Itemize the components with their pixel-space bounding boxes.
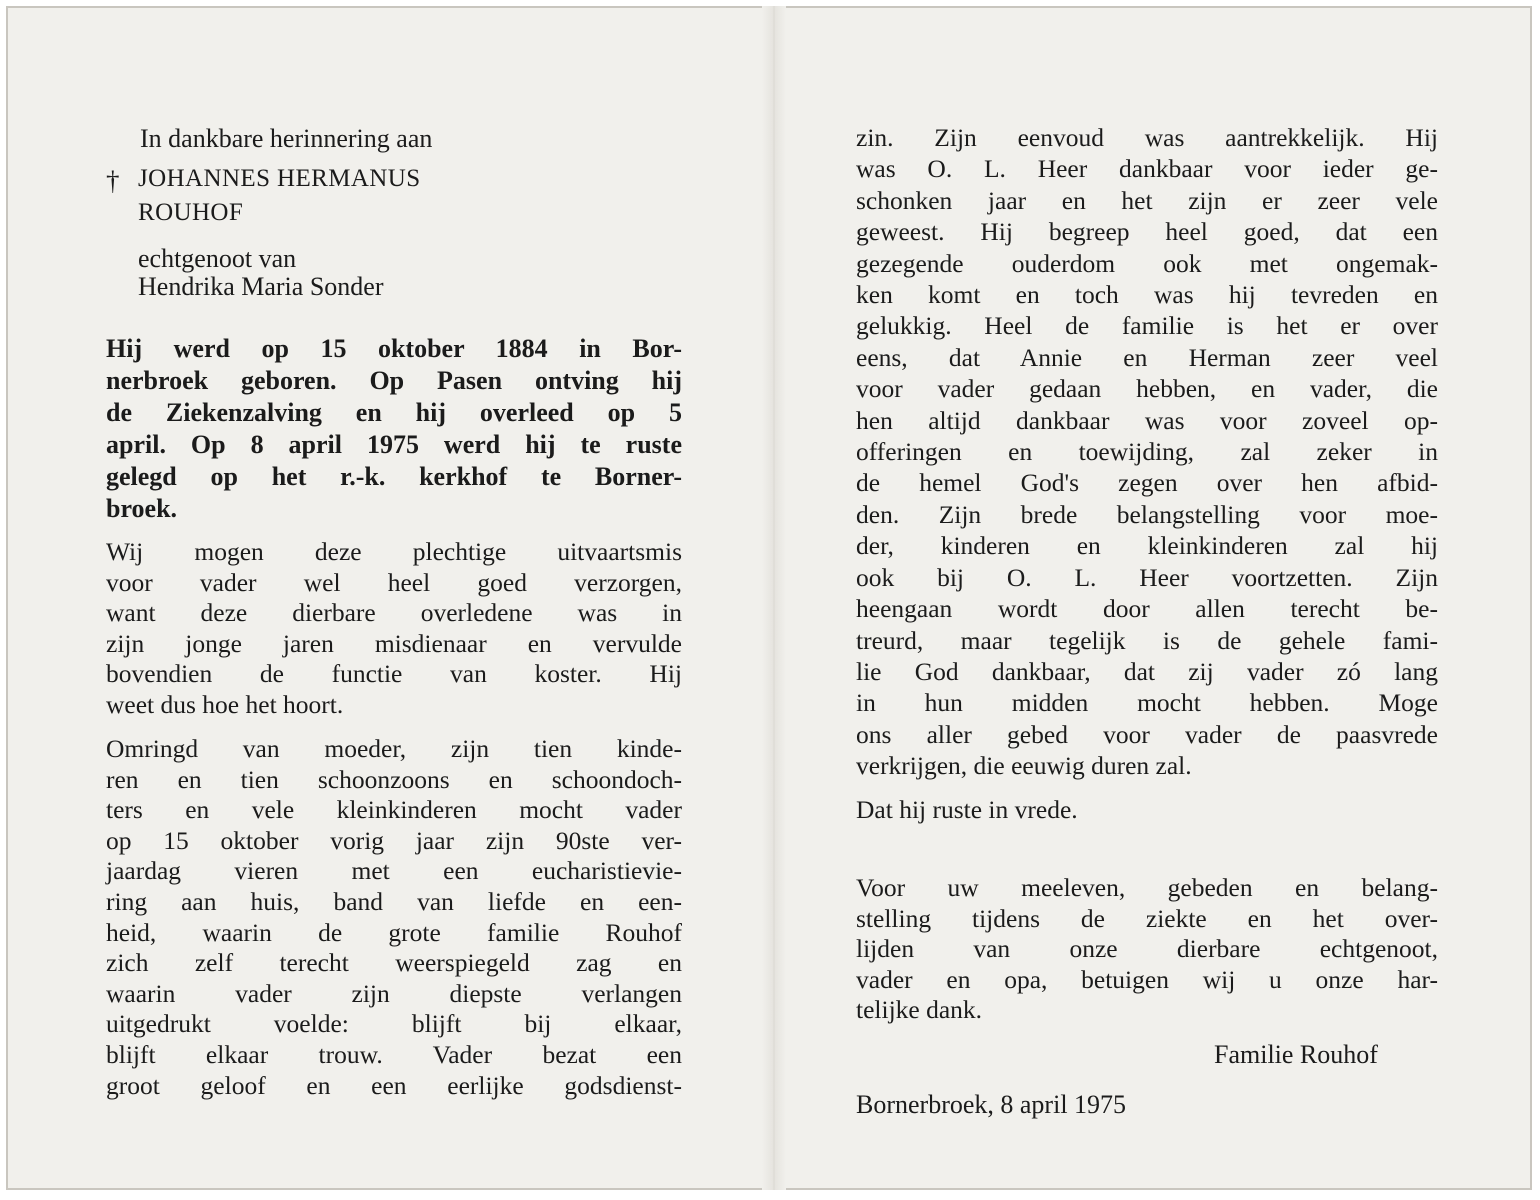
- text-line: de hemel God's zegen over hen afbid-: [856, 468, 1438, 498]
- text-line: uitgedrukt voelde: blijft bij elkaar,: [106, 1009, 682, 1039]
- text-line: groot geloof en een eerlijke godsdienst-: [106, 1070, 682, 1100]
- deceased-name-line2: ROUHOF: [138, 199, 244, 226]
- text-line: lijden van onze dierbare echtgenoot,: [856, 934, 1438, 964]
- text-line: Voor uw meeleven, gebeden en belang-: [856, 873, 1438, 902]
- text-line: ook bij O. L. Heer voortzetten. Zijn: [856, 562, 1438, 592]
- text-line: heengaan wordt door allen terecht be-: [856, 594, 1438, 624]
- text-line: Omringd van moeder, zijn tien kinde-: [106, 734, 682, 763]
- paragraph-faith: [856, 122, 1438, 782]
- rest-in-peace-line: Dat hij ruste in vrede.: [856, 795, 1078, 824]
- text-line: de Ziekenzalving en hij overleed op 5: [106, 398, 682, 427]
- cross-icon: †: [106, 166, 120, 196]
- text-line: Hij werd op 15 oktober 1884 in Bor-: [106, 334, 682, 363]
- text-line: heid, waarin de grote familie Rouhof: [106, 917, 682, 947]
- spouse-label: echtgenoot van: [138, 244, 297, 273]
- card-fold: [762, 6, 786, 1190]
- text-line: zin. Zijn eenvoud was aantrekkelijk. Hij: [856, 123, 1438, 152]
- text-line: eens, dat Annie en Herman zeer veel: [856, 342, 1438, 372]
- text-line: verkrijgen, die eeuwig duren zal.: [856, 751, 1192, 781]
- text-line: jaardag vieren met een eucharistievie-: [106, 856, 682, 886]
- text-line: offeringen en toewijding, zal zeker in: [856, 437, 1438, 467]
- text-line: blijft elkaar trouw. Vader bezat een: [106, 1039, 682, 1069]
- text-line: ons aller gebed voor vader de paasvrede: [856, 719, 1438, 749]
- text-line: bovendien de functie van koster. Hij: [106, 659, 682, 689]
- text-line: voor vader wel heel goed verzorgen,: [106, 567, 682, 597]
- signature: Familie Rouhof: [1214, 1040, 1378, 1069]
- text-line: ring aan huis, band van liefde en een-: [106, 886, 682, 916]
- text-line: schonken jaar en het zijn er zeer vele: [856, 185, 1438, 215]
- text-line: lie God dankbaar, dat zij vader zó lang: [856, 656, 1438, 686]
- text-line: Wij mogen deze plechtige uitvaartsmis: [106, 537, 682, 566]
- paragraph-family: [106, 734, 682, 1101]
- place-date: Bornerbroek, 8 april 1975: [856, 1090, 1127, 1119]
- paragraph-birth-death: [106, 333, 682, 525]
- text-line: stelling tijdens de ziekte en het over-: [856, 903, 1438, 933]
- text-line: nerbroek geboren. Op Pasen ontving hij: [106, 366, 682, 395]
- text-line: was O. L. Heer dankbaar voor ieder ge-: [856, 154, 1438, 184]
- text-line: broek.: [106, 494, 178, 523]
- text-line: gezegende ouderdom ook met ongemak-: [856, 248, 1438, 278]
- text-line: april. Op 8 april 1975 werd hij te ruste: [106, 430, 682, 459]
- text-line: weet dus hoe het hoort.: [106, 689, 344, 719]
- text-line: ren en tien schoonzoons en schoondoch-: [106, 764, 682, 794]
- text-line: gelegd op het r.-k. kerkhof te Borner-: [106, 462, 682, 491]
- deceased-name-line1: JOHANNES HERMANUS: [138, 165, 421, 192]
- text-line: zijn jonge jaren misdienaar en vervulde: [106, 628, 682, 658]
- text-line: waarin vader zijn diepste verlangen: [106, 978, 682, 1008]
- text-line: want deze dierbare overledene was in: [106, 598, 682, 628]
- text-line: op 15 oktober vorig jaar zijn 90ste ver-: [106, 825, 682, 855]
- text-line: telijke dank.: [856, 995, 983, 1025]
- text-line: zich zelf terecht weerspiegeld zag en: [106, 948, 682, 978]
- intro-text: In dankbare herinnering aan: [140, 124, 433, 153]
- text-line: vader en opa, betuigen wij u onze har-: [856, 964, 1438, 994]
- paragraph-thanks: [856, 873, 1438, 1026]
- text-line: in hun midden mocht hebben. Moge: [856, 688, 1438, 718]
- text-line: geweest. Hij begreep heel goed, dat een: [856, 217, 1438, 247]
- text-line: voor vader gedaan hebben, en vader, die: [856, 374, 1438, 404]
- text-line: treurd, maar tegelijk is de gehele fami-: [856, 625, 1438, 655]
- text-line: der, kinderen en kleinkinderen zal hij: [856, 531, 1438, 561]
- text-line: ters en vele kleinkinderen mocht vader: [106, 795, 682, 825]
- spouse-name: Hendrika Maria Sonder: [138, 272, 384, 301]
- paragraph-funeral-mass: [106, 537, 682, 721]
- text-line: gelukkig. Heel de familie is het er over: [856, 311, 1438, 341]
- text-line: ken komt en toch was hij tevreden en: [856, 280, 1438, 310]
- text-line: hen altijd dankbaar was voor zoveel op-: [856, 405, 1438, 435]
- text-line: den. Zijn brede belangstelling voor moe-: [856, 499, 1438, 529]
